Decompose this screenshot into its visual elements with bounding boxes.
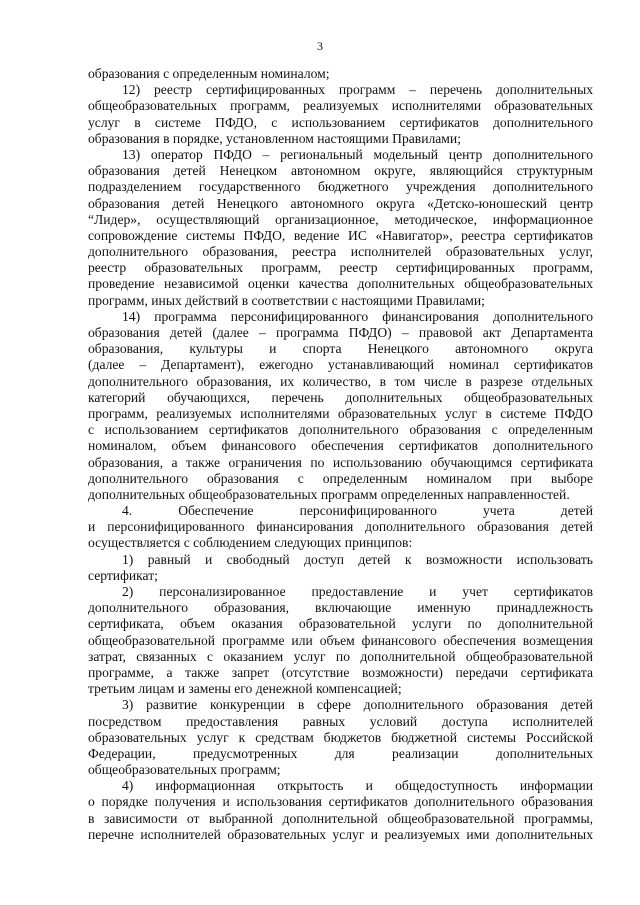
- text-line: образования с определенным номиналом;: [88, 66, 330, 81]
- text-line: осуществляется с соблюдением следующих принципов:: [88, 535, 413, 551]
- text-line: проведение независимой оценки качества дополнительных общеобразовательных: [88, 276, 593, 292]
- text-line: дополнительного образования, включающие именную принадлежность: [88, 600, 593, 616]
- text-line: общеобразовательных программ;: [88, 762, 281, 778]
- text-line: категорий обучающихся, перечень дополнительных общеобразовательных: [88, 389, 593, 405]
- text-line: с использованием сертификатов дополнительного образования с определенным: [88, 422, 593, 438]
- text-line: общеобразовательных программ, реализуемых исполнителями образовательных: [88, 98, 593, 114]
- text-line: (далее – Департамент), ежегодно устанавливающий номинал сертификатов: [88, 357, 593, 373]
- text-line: третьим лицам и замены его денежной компенсацией;: [88, 681, 402, 697]
- text-line: программе, а также запрет (отсутствие возможности) передачи сертификата: [88, 664, 593, 680]
- text-line: 13) оператор ПФДО – региональный модельный центр дополнительного: [122, 146, 593, 162]
- text-line: образования в порядке, установленном настоящими Правилами;: [88, 130, 461, 146]
- text-line: перечне исполнителей образовательных услуг и реализуемых ими дополнительных: [88, 826, 593, 842]
- text-line: Федерации, предусмотренных для реализации дополнительных: [88, 745, 593, 761]
- text-line: дополнительного образования с определенным номиналом при выборе: [88, 470, 593, 486]
- text-line: образования детей (далее – программа ПФДО) – правовой акт Департамента: [88, 325, 593, 340]
- text-line: о порядке получения и использования сертификатов дополнительного образования: [88, 794, 593, 810]
- text-line: сопровождение системы ПФДО, ведение ИС «Навигатор», реестра сертификатов: [88, 227, 593, 243]
- text-line: реестр образовательных программ, реестр сертифицированных программ,: [88, 260, 593, 276]
- text-line: и персонифицированного финансирования дополнительного образования детей: [88, 519, 593, 535]
- text-line: 14) программа персонифицированного финансирования дополнительного: [122, 308, 593, 324]
- text-line: 4. Обеспечение персонифицированного учета детей: [122, 503, 593, 519]
- text-line: дополнительного образования, реестра исполнителей образовательных услуг,: [88, 244, 593, 260]
- text-line: 12) реестр сертифицированных программ – перечень дополнительных: [122, 82, 593, 98]
- document-body: [88, 66, 593, 843]
- text-line: общеобразовательной программе или объем финансового обеспечения возмещения: [88, 632, 593, 648]
- text-line: в зависимости от выбранной дополнительной общеобразовательной программы,: [88, 810, 593, 826]
- text-line: образования, культуры и спорта Ненецкого автономного округа: [88, 341, 593, 357]
- text-line: образования, а также ограничения по использованию обучающимся сертификата: [88, 454, 593, 470]
- text-line: посредством предоставления равных условий доступа исполнителей: [88, 713, 593, 729]
- text-line: сертификата, объем оказания образовательной услуги по дополнительной: [88, 616, 593, 632]
- text-line: программ, иных действий в соответствии с настоящими Правилами;: [88, 292, 485, 308]
- text-line: подразделением государственного бюджетного учреждения дополнительного: [88, 179, 593, 195]
- text-line: образовательных услуг к средствам бюджетов бюджетной системы Российской: [88, 729, 593, 745]
- text-line: образования детей Ненецкого автономного округа «Детско-юношеский центр: [88, 195, 593, 211]
- text-line: 3) развитие конкуренции в сфере дополнительного образования детей: [122, 697, 593, 713]
- text-line: сертификат;: [88, 567, 158, 583]
- text-line: дополнительного образования, их количество, в том числе в разрезе отдельных: [88, 373, 593, 389]
- text-line: программ, реализуемых исполнителями образовательных услуг в системе ПФДО: [88, 405, 593, 421]
- text-line: 2) персонализированное предоставление и учет сертификатов: [122, 584, 593, 599]
- text-line: услуг в системе ПФДО, с использованием сертификатов дополнительного: [88, 114, 593, 130]
- page-number: 3: [317, 39, 323, 53]
- text-line: “Лидер», осуществляющий организационное, методическое, информационное: [88, 211, 593, 227]
- text-line: дополнительных общеобразовательных программ определенных направленностей.: [88, 486, 570, 502]
- text-line: образования детей Ненецком автономном округе, являющийся структурным: [88, 163, 593, 179]
- text-line: номиналом, объем финансового обеспечения сертификатов дополнительного: [88, 438, 593, 454]
- text-line: затрат, связанных с оказанием услуг по дополнительной общеобразовательной: [88, 648, 593, 664]
- text-line: 4) информационная открытость и общедоступность информации: [122, 778, 593, 794]
- text-line: 1) равный и свободный доступ детей к возможности использовать: [122, 551, 593, 567]
